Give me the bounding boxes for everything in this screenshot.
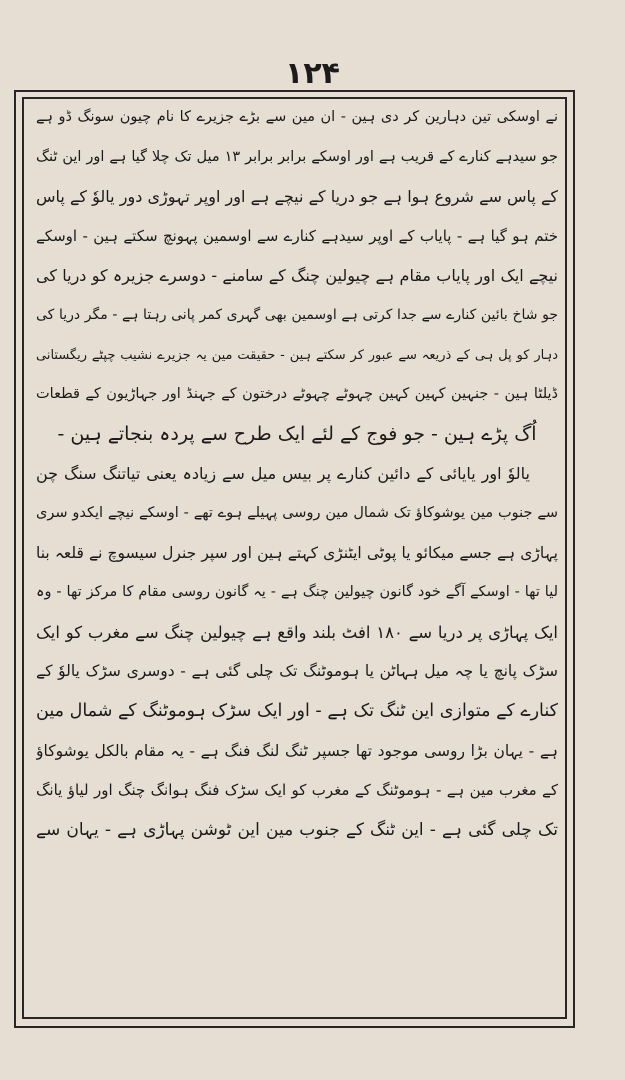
text-line: کے پاس سے شروع ہوا ہے جو دریا کے نیچے ہے اور اوپر تہوڑی دور یالوٗ کے پاس bbox=[36, 187, 558, 207]
text-line: لیا تھا - اوسکے آگے خود گانون چیولین چنگ ہے - یہ گانون روسی مقام کا مرکز تھا - وہ bbox=[36, 584, 558, 601]
text-line: تک چلی گئی ہے - این ٹنگ کے جنوب مین این ٹوشن پہاڑی ہے - یہان سے bbox=[36, 819, 558, 840]
page-number: ۱۲۴ bbox=[285, 56, 340, 91]
text-line: نیچے ایک اور پایاب مقام ہے چیولین چنگ کے سامنے - دوسرے جزیرہ کو دریا کی bbox=[36, 266, 558, 286]
text-line: ہے - یہان بڑا روسی موجود تھا جسپر ٹنگ لنگ فنگ ہے - یہ مقام بالکل یوشوکاؤ bbox=[36, 741, 558, 760]
text-line: کے مغرب مین ہے - ہوموٹنگ کے مغرب کو ایک سڑک فنگ ہوانگ چنگ اور لیاؤ یانگ bbox=[36, 781, 558, 800]
text-line: سڑک پانچ یا چہ میل ہہاٹن یا ہوموٹنگ تک چلی گئی ہے - دوسری سڑک یالوٗ کے bbox=[36, 662, 558, 681]
text-line: اُگ پڑے ہین - جو فوج کے لئے ایک طرح سے پردہ بنجاتے ہین - bbox=[57, 422, 537, 445]
text-line: کنارے کے متوازی این ٹنگ تک ہے - اور ایک سڑک ہوموٹنگ کے شمال مین bbox=[36, 700, 558, 721]
text-line: پہاڑی ہے جسے میکائو یا پوٹی ایٹنڑی کہتے ہین اور سپر جنرل سیسوچ نے قلعہ بنا bbox=[36, 543, 558, 562]
page-body-text bbox=[36, 98, 558, 1010]
text-line: نے اوسکی تین دہارین کر دی ہین - ان مین سے بڑے جزیرے کا نام چیون سونگ ڈو ہے bbox=[36, 109, 558, 125]
text-line: ایک پہاڑی پر دریا سے ۱۸۰ افٹ بلند واقع ہے چیولین چنگ سے مغرب کو ایک bbox=[36, 622, 558, 642]
text-line: جو سیدہے کنارے کے قریب ہے اور اوسکے برابر برابر ۱۳ میل تک چلا گیا ہے اور این ٹنگ bbox=[36, 148, 558, 165]
text-line: ختم ہو گیا ہے - پایاب کے اوپر سیدہے کنارے سے اوسمین پہونچ سکتے ہین - اوسکے bbox=[36, 226, 558, 245]
text-line: سے جنوب مین یوشوکاؤ تک شمال مین روسی پہیلے ہوے تھے - اوسکے نیچے ایکدو سری bbox=[36, 504, 558, 521]
text-line: یالوٗ اور یایائی کے دائین کنارے پر بیس میل سے زیادہ یعنی تیاتنگ سنگ چن bbox=[36, 464, 530, 484]
text-line: ڈیلٹا ہین - جنہین کہین کہین چہوٹے چہوٹے درختون کے جہنڈ اور جہاڑیون کے قطعات bbox=[36, 386, 558, 403]
text-line: جو شاخ بائین کنارے سے جدا کرتی ہے اوسمین بھی گہری کمر پانی رہتا ہے - مگر دریا کی bbox=[36, 306, 558, 323]
text-line: دہار کو پل ہی کے ذریعہ سے عبور کر سکتے ہین - حقیقت مین یہ جزیرے نشیب چپٹے ریگستانی bbox=[36, 347, 558, 363]
